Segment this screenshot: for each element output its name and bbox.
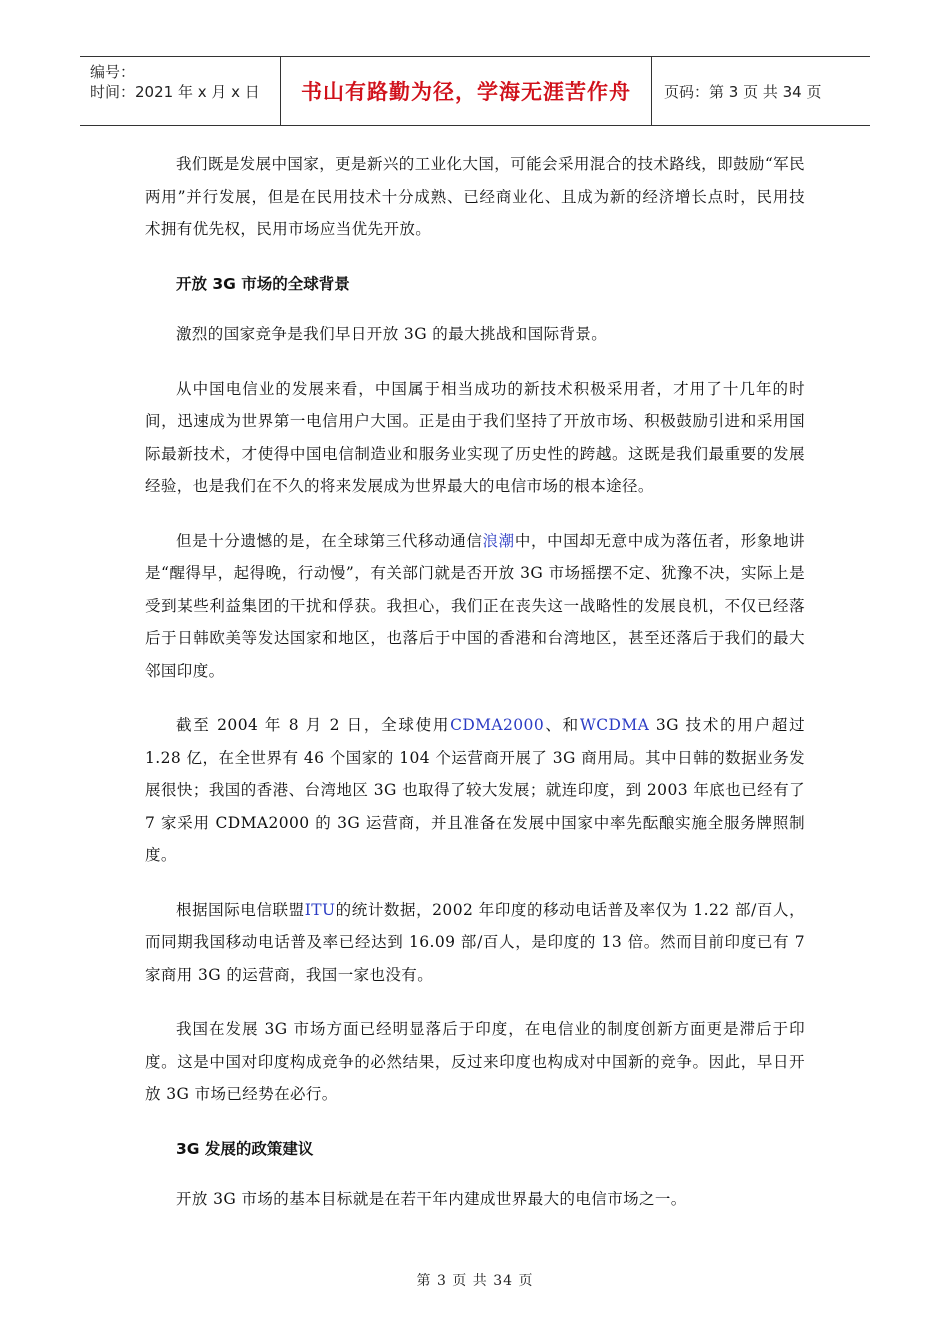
paragraph-4-text-b: 中，中国却无意中成为落伍者，形象地讲是“醒得早，起得晚，行动慢”，有关部门就是否开放 3G 市场摇摆不定、犹豫不决，实际上是受到某些利益集团的干扰和俘获。我担心，我们正在丧失这一战略性的发展良机，不仅已经落后于日韩欧美等发达国家和地区，也落后于中国的香港和台湾地区，甚至还落后于我们的最大邻国印度。 <box>145 531 805 680</box>
paragraph-5-text-c: 3G 技术的用户超过 1.28 亿，在全世界有 46 个国家的 104 个运营商开展了 3G 商用局。其中日韩的数据业务发展很快；我国的香港、台湾地区 3G 也取得了较大发展；就连印度，到 2003 年底也已经有了 7 家采用 CDMA2000 的 3G 运营商，并且准备在发展中国家中率先酝酿实施全服务牌照制度。 <box>145 716 805 864</box>
header-motto: 书山有路勤为径，学海无涯苦作舟 <box>301 80 631 104</box>
link-langchao[interactable]: 浪潮 <box>482 531 515 550</box>
paragraph-1: 我们既是发展中国家，更是新兴的工业化大国，可能会采用混合的技术路线，即鼓励“军民两用”并行发展，但是在民用技术十分成熟、已经商业化、且成为新的经济增长点时，民用技术拥有优先权，民用市场应当优先开放。 <box>145 155 805 238</box>
header-page-info: 页码：第 3 页 共 34 页 <box>664 82 822 101</box>
paragraph-2: 激烈的国家竞争是我们早日开放 3G 的最大挑战和国际背景。 <box>176 325 608 343</box>
section-heading-policy: 3G 发展的政策建议 <box>176 1139 314 1158</box>
page-footer: 第 3 页 共 34 页 <box>416 1273 534 1289</box>
document-body <box>145 148 805 1216</box>
link-itu[interactable]: ITU <box>304 900 336 919</box>
date-label: 时间：2021 年 x 月 x 日 <box>90 83 260 101</box>
paragraph-3: 从中国电信业的发展来看，中国属于相当成功的新技术积极采用者，才用了十几年的时间，迅速成为世界第一电信用户大国。正是由于我们坚持了开放市场、积极鼓励引进和采用国际最新技术，才使得中国电信制造业和服务业实现了历史性的跨越。这既是我们最重要的发展经验，也是我们在不久的将来发展成为世界最大的电信市场的根本途径。 <box>145 379 805 495</box>
link-cdma2000[interactable]: CDMA2000 <box>450 716 545 734</box>
header-motto-cell <box>281 57 652 125</box>
page-header <box>80 56 870 126</box>
link-wcdma[interactable]: WCDMA <box>579 716 650 734</box>
paragraph-5-text-a: 截至 2004 年 8 月 2 日，全球使用 <box>176 716 451 734</box>
paragraph-5-text-b: 、和 <box>544 716 580 734</box>
paragraph-4 <box>145 525 805 688</box>
paragraph-6 <box>145 894 805 992</box>
paragraph-7: 我国在发展 3G 市场方面已经明显落后于印度，在电信业的制度创新方面更是滞后于印度。这是中国对印度构成竞争的必然结果，反过来印度也构成对中国新的竞争。因此，早日开放 3G 市场已经势在必行。 <box>145 1020 805 1103</box>
paragraph-5 <box>145 709 805 872</box>
paragraph-6-text-a: 根据国际电信联盟 <box>176 900 305 919</box>
header-page-cell <box>652 57 870 125</box>
number-label: 编号： <box>90 63 136 81</box>
section-heading-global-background: 开放 3G 市场的全球背景 <box>176 274 350 293</box>
header-meta <box>80 57 281 125</box>
paragraph-4-text-a: 但是十分遗憾的是，在全球第三代移动通信 <box>176 531 483 550</box>
paragraph-6-text-b: 的统计数据，2002 年印度的移动电话普及率仅为 1.22 部/百人，而同期我国移动电话普及率已经达到 16.09 部/百人，是印度的 13 倍。然而目前印度已有 7 家商用 3G 的运营商，我国一家也没有。 <box>145 900 806 984</box>
paragraph-8: 开放 3G 市场的基本目标就是在若干年内建成世界最大的电信市场之一。 <box>176 1190 687 1208</box>
